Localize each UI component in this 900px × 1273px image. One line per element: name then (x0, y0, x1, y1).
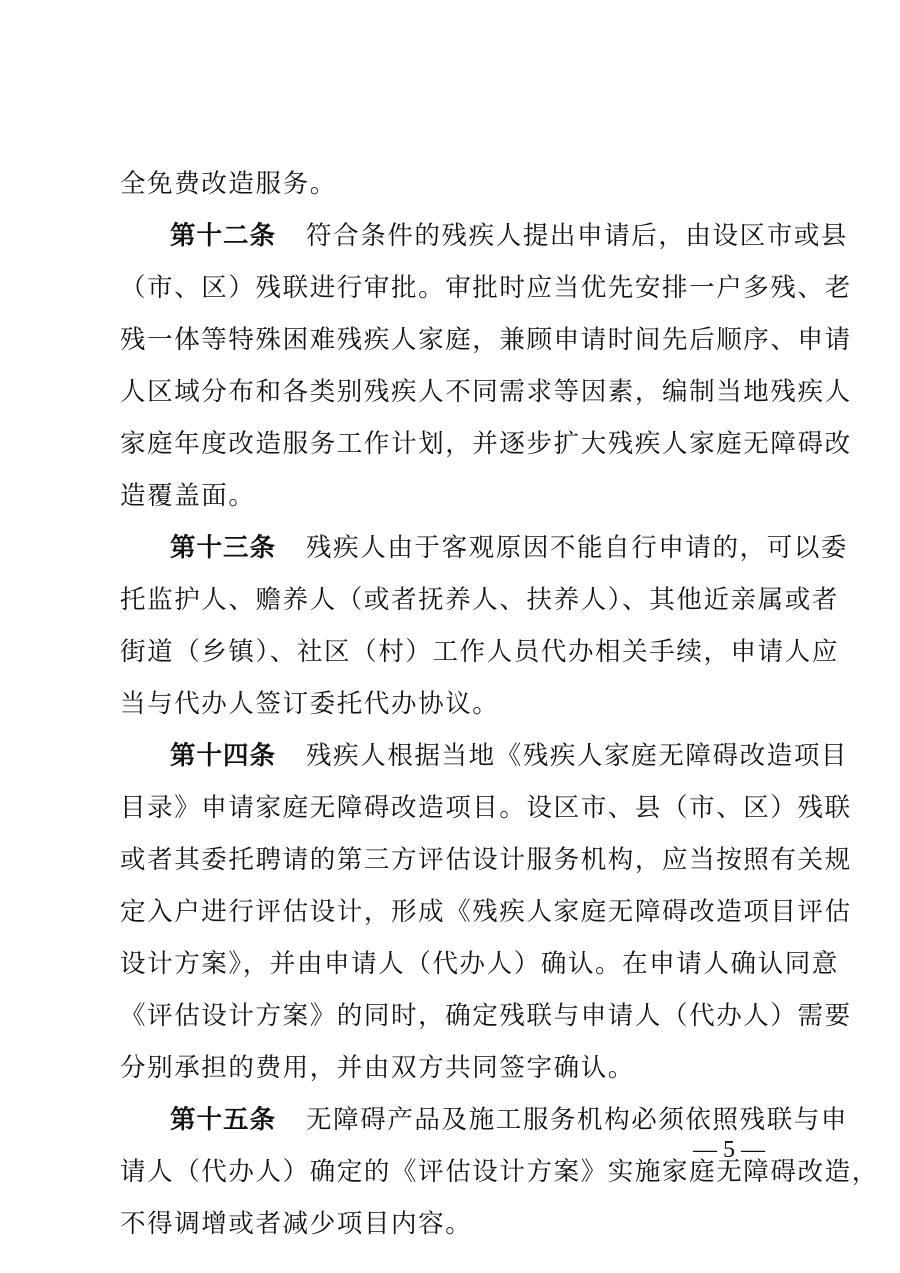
article-14-first-line (170, 730, 849, 782)
text-line: 设计方案》，并由申请人（代办人）确认。在申请人确认同意 (120, 949, 839, 979)
article-15-text: 无障碍产品及施工服务机构必须依照残联与申 (306, 1105, 849, 1135)
article-14-number: 第十四条 (170, 741, 277, 771)
text-line: 《评估设计方案》的同时，确定残联与申请人（代办人）需要 (120, 1001, 852, 1031)
text-line: 残一体等特殊困难残疾人家庭，兼顾申请时间先后顺序、申请 (120, 325, 852, 355)
text-line: 托监护人、赡养人（或者抚养人、扶养人）、其他近亲属或者 (120, 585, 839, 615)
text-line: 不得调增或者减少项目内容。 (120, 1209, 473, 1239)
text-line: （市、区）残联进行审批。审批时应当优先安排一户多残、老 (120, 273, 852, 303)
article-12-number: 第十二条 (170, 221, 277, 251)
text-line: 或者其委托聘请的第三方评估设计服务机构，应当按照有关规 (120, 845, 852, 875)
text-line: 当与代办人签订委托代办协议。 (120, 689, 500, 719)
text-line: 街道（乡镇）、社区（村）工作人员代办相关手续，申请人应 (120, 637, 839, 667)
text-line: 目录》申请家庭无障碍改造项目。设区市、县（市、区）残联 (120, 793, 852, 823)
text-line: 全免费改造服务。 (120, 169, 337, 199)
text-line: 家庭年度改造服务工作计划，并逐步扩大残疾人家庭无障碍改 (120, 429, 852, 459)
article-14-text: 残疾人根据当地《残疾人家庭无障碍改造项目 (306, 741, 849, 771)
article-13-number: 第十三条 (170, 533, 277, 563)
text-line: 人区域分布和各类别残疾人不同需求等因素，编制当地残疾人 (120, 377, 852, 407)
article-13-first-line (170, 522, 849, 574)
text-line: 请人（代办人）确定的《评估设计方案》实施家庭无障碍改造， (120, 1157, 879, 1187)
article-12-first-line (170, 210, 849, 262)
article-13-text: 残疾人由于客观原因不能自行申请的，可以委 (306, 533, 849, 563)
article-12-text: 符合条件的残疾人提出申请后，由设区市或县 (306, 221, 849, 251)
text-line: 造覆盖面。 (120, 481, 256, 511)
text-line: 分别承担的费用，并由双方共同签字确认。 (120, 1053, 635, 1083)
text-line: 定入户进行评估设计，形成《残疾人家庭无障碍改造项目评估 (120, 897, 852, 927)
page-number: — 5 — (693, 1137, 765, 1163)
article-15-number: 第十五条 (170, 1105, 277, 1135)
